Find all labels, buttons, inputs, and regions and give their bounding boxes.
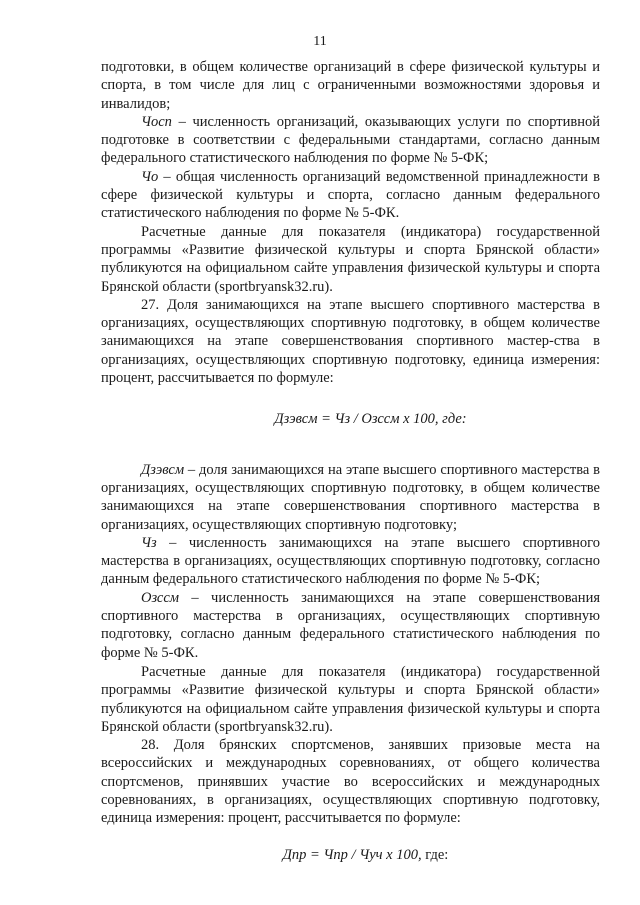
definition-chz bbox=[101, 534, 600, 589]
definition-cho bbox=[101, 168, 600, 223]
term-ozssm: Озссм bbox=[141, 589, 180, 606]
term-chz: Чз bbox=[141, 534, 157, 551]
term-chosp: Чосп bbox=[141, 113, 172, 130]
paragraph-continuation: подготовки, в общем количестве организаций в сфере физической культуры и спорта, в том числе для лиц с ограниченными возможностями здоровья и инвалидов; bbox=[101, 59, 600, 112]
formula-dpr-tail: где: bbox=[421, 846, 449, 863]
definition-text: – численность занимающихся на этапе совершенствования спортивного мастерства в организациях, осуществляющих спортивную подготовку, согласно данным федерального статистического наблюдения по форме № 5-ФК. bbox=[101, 589, 600, 661]
formula-dpr bbox=[101, 846, 600, 864]
definition-text: – численность занимающихся на этапе высшего спортивного мастерства в организациях, осуществляющих спортивную подготовку, согласно данным федерального статистического наблюдения по форме № 5-ФК; bbox=[101, 534, 600, 588]
definition-dzevsm bbox=[101, 461, 600, 534]
definition-ozssm bbox=[101, 589, 600, 662]
definition-chosp bbox=[101, 113, 600, 168]
paragraph-item-28: 28. Доля брянских спортсменов, занявших призовые места на всероссийских и международных соревнованиях, от общего количества спортсменов, принявших участие во всероссийских и международных соревнованиях, в организациях, осуществляющих спортивную подготовку, единица измерения: процент, рассчитывается по формуле: bbox=[101, 737, 600, 827]
definition-text: – численность организаций, оказывающих услуги по спортивной подготовке в соответствии с федеральными стандартами, согласно данным федерального статистического наблюдения по форме № 5-ФК; bbox=[101, 113, 600, 167]
term-cho: Чо bbox=[141, 168, 159, 185]
formula-dpr-expression: Дпр = Чпр / Чуч х 100, bbox=[282, 846, 422, 863]
page-number: 11 bbox=[313, 34, 327, 49]
paragraph-published-data-2: Расчетные данные для показателя (индикатора) государственной программы «Развитие физической культуры и спорта Брянской области» публикуются на официальном сайте управления физической культуры и спорта Брянской области (sportbryansk32.ru). bbox=[101, 663, 600, 735]
definition-text: – доля занимающихся на этапе высшего спортивного мастерства в организациях, осуществляющих спортивную подготовку, в общем количестве занимающихся на этапе совершенствования спортивного мастерства в организациях, осуществляющих спортивную подготовку; bbox=[101, 461, 600, 533]
formula-dzevsm: Дзэвсм = Чз / Озссм х 100, где: bbox=[274, 411, 467, 428]
page-body bbox=[101, 58, 600, 864]
definition-text: – общая численность организаций ведомственной принадлежности в сфере физической культуры и спорта, согласно данным федерального статистического наблюдения по форме № 5-ФК. bbox=[101, 168, 600, 222]
paragraph-item-27: 27. Доля занимающихся на этапе высшего спортивного мастерства в организациях, осуществляющих спортивную подготовку, в общем количестве занимающихся на этапе совершенствования спортивного мастер-ства в организациях, осуществляющих спортивную подготовку, единица измерения: процент, рассчитывается по формуле: bbox=[101, 296, 600, 387]
paragraph-published-data: Расчетные данные для показателя (индикатора) государственной программы «Развитие физической культуры и спорта Брянской области» публикуются на официальном сайте управления физической культуры и спорта Брянской области (sportbryansk32.ru). bbox=[101, 223, 600, 295]
term-dzevsm: Дзэвсм bbox=[141, 461, 185, 478]
